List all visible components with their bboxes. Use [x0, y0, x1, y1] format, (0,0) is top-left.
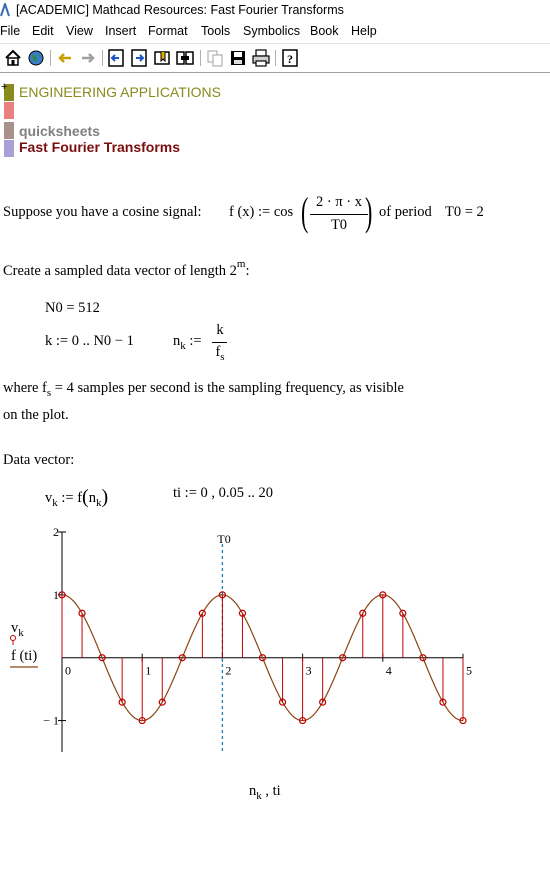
plot-reference-text: on the plot.	[3, 407, 69, 423]
y-axis-label-bottom: f (ti)	[11, 648, 38, 664]
create-exponent: m	[236, 258, 246, 270]
v-subscript: k	[52, 496, 58, 509]
period-text: of period	[379, 204, 432, 220]
data-vector-label: Data vector:	[3, 452, 75, 468]
svg-text:?: ?	[287, 52, 293, 66]
x-tick-label: 0	[65, 663, 71, 678]
toc-bar-taupe	[4, 122, 14, 139]
v-var: v	[45, 490, 53, 506]
toolbar	[0, 43, 550, 73]
y-label-v-subscript: k	[18, 626, 24, 639]
toc-bar-lavender	[4, 140, 14, 157]
next-page-icon[interactable]	[129, 48, 149, 68]
x-tick-label: 3	[305, 663, 312, 678]
toolbar-separator	[200, 50, 201, 66]
toolbar-separator	[50, 50, 51, 66]
x-tick-label: 4	[385, 663, 392, 678]
y-tick-label: − 1	[43, 713, 59, 728]
menu-tools[interactable]: Tools	[201, 24, 231, 38]
marker-line-label: T0	[217, 532, 231, 546]
help-icon[interactable]	[280, 48, 300, 68]
create-vector-label: Create a sampled data vector of length 2	[3, 262, 237, 279]
x-tick-label: 5	[466, 663, 472, 678]
n-den-f: f	[215, 344, 221, 360]
paren-left: (	[300, 189, 309, 234]
x-label-rest: , ti	[261, 783, 281, 799]
n0-definition: N0 = 512	[45, 300, 100, 316]
paren-right: )	[364, 189, 373, 234]
title-bar	[0, 0, 550, 22]
n-denominator	[210, 344, 230, 363]
y-tick-label: 2	[53, 525, 59, 539]
x-tick-label: 2	[225, 663, 232, 678]
save-icon[interactable]	[228, 48, 248, 68]
toc-link-engineering-applications[interactable]: ENGINEERING APPLICATIONS	[19, 84, 222, 100]
toc-plus-icon: +	[1, 81, 8, 93]
n-subscript: k	[180, 339, 186, 352]
x-tick-label: 1	[145, 663, 152, 678]
intro-text: Suppose you have a cosine signal:	[3, 204, 202, 220]
forward-icon[interactable]	[78, 48, 98, 68]
menu-view[interactable]: View	[66, 24, 93, 38]
fx-numerator: 2 · π · x	[316, 194, 362, 210]
n-den-subscript: s	[220, 350, 225, 363]
v-arg: n	[88, 490, 96, 506]
ti-range-definition: ti := 0 , 0.05 .. 20	[173, 485, 274, 501]
y-tick-label: 1	[53, 587, 59, 602]
n-fraction-line	[212, 342, 227, 343]
history-icon[interactable]	[175, 48, 195, 68]
menu-bar	[0, 22, 550, 42]
x-label-n: n	[249, 783, 257, 799]
menu-symbolics[interactable]: Symbolics	[243, 24, 300, 38]
y-label-v: v	[11, 620, 19, 636]
mathcad-app-icon	[0, 3, 10, 17]
sampling-frequency-text	[3, 380, 404, 399]
toolbar-separator	[275, 50, 276, 66]
globe-icon[interactable]	[26, 48, 46, 68]
toolbar-separator	[102, 50, 103, 66]
where-label: where f	[3, 380, 47, 396]
where-rest: = 4 samples per second is the sampling frequency, as visible	[51, 380, 404, 396]
previous-page-icon[interactable]	[106, 48, 126, 68]
menu-edit[interactable]: Edit	[32, 24, 54, 38]
create-colon: :	[245, 262, 250, 279]
window-title: [ACADEMIC] Mathcad Resources: Fast Fourier Transforms	[16, 3, 344, 17]
x-axis-label	[249, 783, 281, 802]
fx-denominator: T0	[330, 217, 348, 233]
n-assign: :=	[185, 333, 202, 349]
v-definition	[45, 485, 108, 509]
menu-help[interactable]: Help	[351, 24, 377, 38]
n-var: n	[173, 333, 181, 349]
fx-fraction-line	[310, 214, 368, 215]
toc-link-fast-fourier-transforms[interactable]: Fast Fourier Transforms	[19, 139, 181, 155]
cosine-plot[interactable]	[0, 515, 550, 815]
y-axis-label-top	[11, 620, 24, 639]
k-range-definition: k := 0 .. N0 − 1	[45, 333, 134, 349]
x-label-subscript: k	[256, 789, 262, 802]
period-definition: T0 = 2	[445, 204, 484, 220]
v-assign: := f	[57, 490, 83, 506]
menu-file[interactable]: File	[0, 24, 21, 38]
bookmark-icon[interactable]	[152, 48, 172, 68]
v-arg-subscript: k	[95, 496, 102, 509]
menu-insert[interactable]: Insert	[105, 24, 137, 38]
v-paren-close: )	[101, 486, 109, 508]
n-numerator: k	[216, 322, 224, 338]
create-vector-text	[3, 260, 250, 280]
home-icon[interactable]	[3, 48, 23, 68]
toc-bar-pink	[4, 102, 14, 119]
back-icon[interactable]	[55, 48, 75, 68]
where-subscript: s	[46, 386, 52, 399]
menu-format[interactable]: Format	[148, 24, 188, 38]
print-icon[interactable]	[251, 48, 271, 68]
v-paren-open: (	[82, 486, 89, 508]
fx-definition-lhs: f (x) := cos	[229, 204, 294, 220]
toc-link-quicksheets[interactable]: quicksheets	[19, 123, 100, 139]
n-definition-lhs	[173, 333, 202, 352]
copy-icon[interactable]	[205, 48, 225, 68]
menu-book[interactable]: Book	[310, 24, 339, 38]
